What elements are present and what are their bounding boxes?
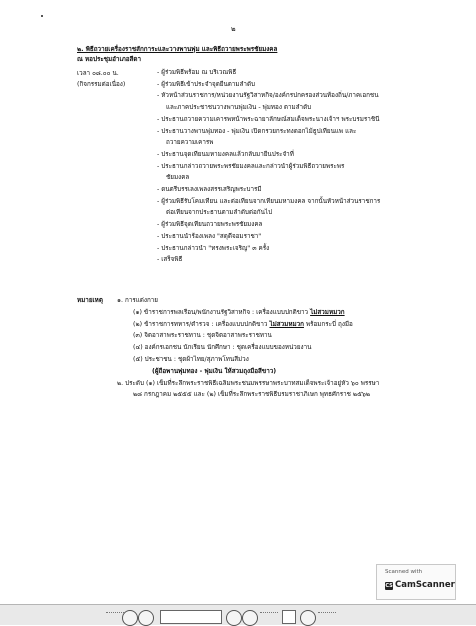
dress-item bbox=[77, 342, 379, 354]
dress-item bbox=[77, 307, 379, 319]
schedule-item-cont: ต่อเทียนจากประธานตามลำดับต่อกันไป bbox=[166, 209, 273, 217]
dress-item bbox=[77, 354, 379, 366]
schedule-item: - ประธานนำร้องเพลง "สดุดีจอมราชา" bbox=[157, 232, 262, 240]
schedule-item: - เสร็จพิธี bbox=[157, 256, 183, 264]
schedule-item: - หัวหน้าส่วนราชการ/หน่วยงานรัฐวิสาหกิจ/องค์กรปกครองส่วนท้องถิ่น/ภาคเอกชน bbox=[157, 92, 379, 100]
dress-item bbox=[77, 330, 379, 342]
dress-item-emphasis: ไม่สวมหมวก bbox=[269, 320, 304, 328]
schedule-item-cont: และภาคประชาชนวางพานพุ่มเงิน - พุ่มทอง ตามลำดับ bbox=[166, 104, 312, 112]
schedule-item: - ประธานจุดเทียนมหามงคลแล้วกลับมายืนประจำที่ bbox=[157, 150, 294, 158]
dress-title: ๑. การแต่งกาย bbox=[117, 297, 158, 304]
dress-item-text: (๔) องค์กรเอกชน นักเรียน นักศึกษา : ชุดเครื่องแบบของหน่วยงาน bbox=[133, 344, 312, 352]
viewer-toolbar bbox=[0, 604, 476, 625]
camscanner-watermark bbox=[376, 564, 456, 600]
schedule-item-cont: ถวายความเคารพ bbox=[166, 139, 214, 147]
section-location: ณ หอประชุมอำเภอสีดา bbox=[77, 56, 142, 63]
notes-row-1 bbox=[77, 295, 379, 307]
schedule-item: - ประธานกล่าวถวายพระพรชัยมงคลและกล่าวนำผู้ร่วมพิธีถวายพระพร bbox=[157, 162, 345, 170]
watermark-brand-text: CamScanner bbox=[395, 580, 455, 590]
dress-item-tail: พร้อมกระบี่ ถุงมือ bbox=[303, 320, 353, 328]
schedule-item: - ประธานกล่าวนำ "ทรงพระเจริญ" ๓ ครั้ง bbox=[157, 244, 270, 252]
toolbar-grip-right-icon bbox=[318, 612, 336, 616]
schedule-item-cont: ชัยมงคล bbox=[166, 174, 190, 182]
dress-item-text: (๓) จิตอาสาพระราชทาน : ชุดจิตอาสาพระราชทาน bbox=[133, 332, 272, 340]
dress-item-text: (๕) ประชาชน : ชุดผ้าไทย/สุภาพโทนสีม่วง bbox=[133, 355, 249, 363]
schedule-item: - ประธานถวายความเคารพหน้าพระฉายาลักษณ์สมเด็จพระนางเจ้าฯ พระบรมราชินี bbox=[157, 115, 380, 123]
schedule-item: - ผู้ร่วมพิธีพร้อม ณ บริเวณพิธี bbox=[157, 69, 237, 76]
schedule-item: - ผู้ร่วมพิธีเข้าประจำจุดยืนตามลำดับ bbox=[157, 80, 256, 88]
schedule-item: - ผู้ร่วมพิธีจุดเทียนถวายพระพรชัยมงคล bbox=[157, 221, 263, 229]
dress-item-text: (๒) ข้าราชการทหาร/ตำรวจ : เครื่องแบบปกติขาว bbox=[133, 320, 270, 328]
section-heading: ๒. พิธีถวายเครื่องราชสักการะและวางพานพุ่ม และพิธีถวายพระพรชัยมงคล bbox=[77, 46, 278, 53]
dress-item-emphasis: ไม่สวมหมวก bbox=[310, 308, 345, 316]
schedule-time-note: (กิจกรรมต่อเนื่อง) bbox=[77, 81, 126, 88]
schedule-item: - ผู้ร่วมพิธีรับโคมเทียน และต่อเทียนจากเทียนมหามงคล จากนั้นหัวหน้าส่วนราชการ bbox=[157, 197, 381, 205]
schedule-list bbox=[157, 67, 457, 266]
pin-note-line1: ๒. ประดับ (๑) เข็มที่ระลึกพระราชพิธีเฉลิมพระชนมพรรษาพระบาทสมเด็จพระเจ้าอยู่หัว ๖๐ พรรษา bbox=[117, 379, 380, 387]
notes-label: หมายเหตุ bbox=[77, 297, 103, 304]
schedule-item: - ประธานวางพานพุ่มทอง - พุ่มเงิน เปิดกรวยกระทงดอกไม้ธูปเทียนแพ และ bbox=[157, 127, 357, 135]
notes-block bbox=[77, 295, 379, 401]
page-input-field[interactable] bbox=[160, 610, 222, 624]
watermark-brand bbox=[385, 580, 455, 590]
camscanner-logo-icon: CS bbox=[385, 583, 393, 589]
page-number: ๒ bbox=[231, 25, 236, 33]
scan-speck bbox=[41, 15, 43, 17]
watermark-caption: Scanned with bbox=[385, 569, 423, 575]
dress-item bbox=[77, 319, 379, 331]
schedule-time: เวลา ๐๘.๐๐ น. bbox=[77, 70, 119, 77]
holder-note: (ผู้ถือพานพุ่มทอง - พุ่มเงิน ให้สวมถุงมือสีขาว) bbox=[152, 367, 277, 375]
dress-item-text: (๑) ข้าราชการพลเรือน/พนักงานรัฐวิสาหกิจ : เครื่องแบบปกติขาว bbox=[133, 308, 311, 316]
schedule-item: - ดนตรีบรรเลงเพลงสรรเสริญพระบารมี bbox=[157, 186, 262, 194]
toolbar-grip-mid-icon bbox=[260, 612, 278, 616]
fit-page-button[interactable] bbox=[282, 610, 296, 624]
pin-note-line2: ๒๘ กรกฎาคม ๒๕๕๕ และ (๒) เข็มที่ระลึกพระราชพิธีบรมราชาภิเษก พุทธศักราช ๒๕๖๒ bbox=[133, 391, 370, 399]
